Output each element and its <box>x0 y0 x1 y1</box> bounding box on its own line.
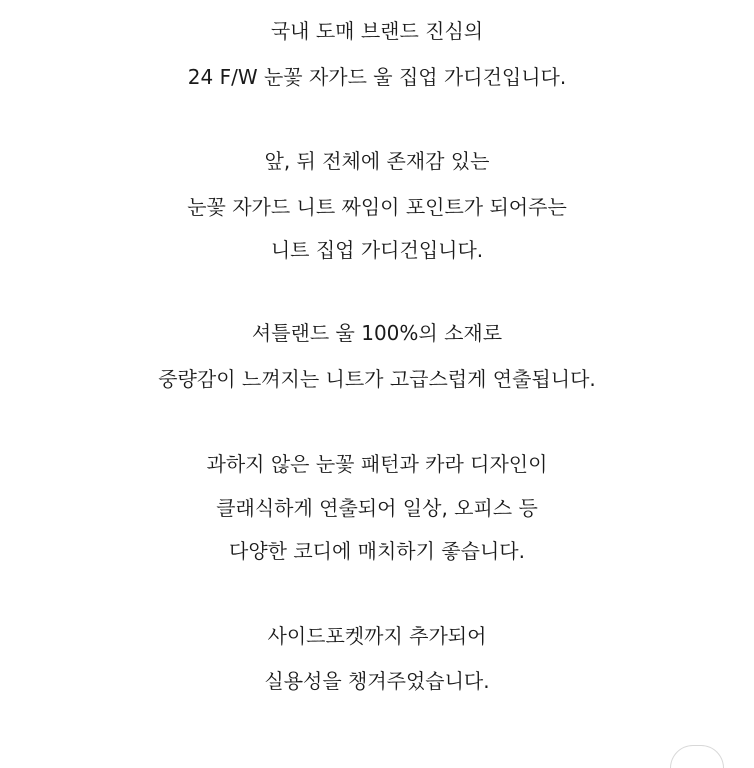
corner-curve-decoration <box>670 745 724 768</box>
description-line: 앞, 뒤 전체에 존재감 있는 <box>264 149 490 173</box>
description-line: 실용성을 챙겨주었습니다. <box>264 669 490 693</box>
description-line: 니트 집업 가디건입니다. <box>270 238 484 262</box>
description-line: 24 F/W 눈꽃 자가드 울 집업 가디건입니다. <box>187 65 567 89</box>
description-line: 사이드포켓까지 추가되어 <box>267 624 487 648</box>
description-line: 눈꽃 자가드 니트 짜임이 포인트가 되어주는 <box>187 195 567 219</box>
description-line: 국내 도매 브랜드 진심의 <box>270 19 484 43</box>
description-line: 클래식하게 연출되어 일상, 오피스 등 <box>216 496 538 520</box>
description-line: 과하지 않은 눈꽃 패턴과 카라 디자인이 <box>206 452 548 476</box>
description-line: 셔틀랜드 울 100%의 소재로 <box>251 321 503 345</box>
description-line: 다양한 코디에 매치하기 좋습니다. <box>229 539 525 563</box>
description-line: 중량감이 느껴지는 니트가 고급스럽게 연출됩니다. <box>158 367 596 391</box>
